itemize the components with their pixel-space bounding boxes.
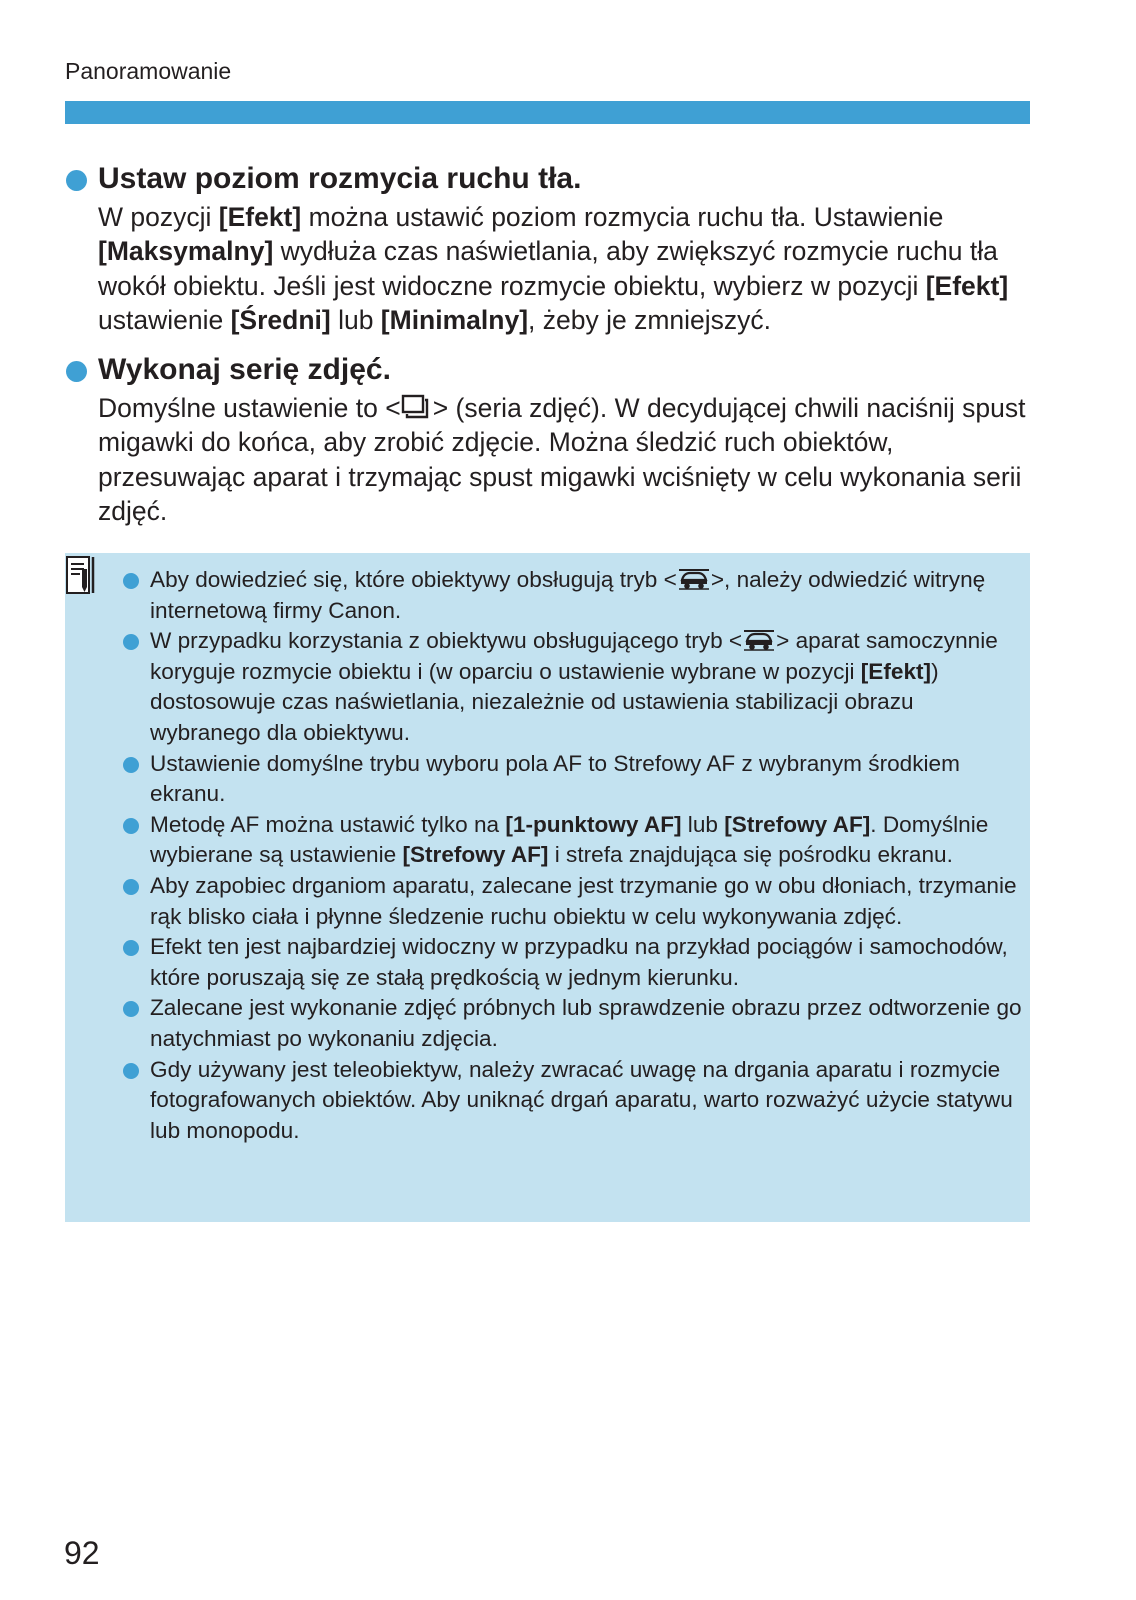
list-item: Metodę AF można ustawić tylko na [1-punktowy AF] lub [Strefowy AF]. Domyślnie wybierane są ustawienie [Strefowy AF] i strefa znajdująca się pośrodku ekranu. bbox=[123, 810, 1023, 871]
section-body bbox=[65, 391, 1045, 528]
bullet-icon bbox=[66, 170, 87, 191]
paragraph: Domyślne ustawienie to < > (seria zdjęć). W decydującej chwili naciśnij spust migawki do końca, aby zrobić zdjęcie. Można śledzić ruch obiektów, przesuwając aparat i trzymając spust migawki wciśnięty w celu wykonania serii zdjęć. bbox=[98, 393, 1026, 526]
header-bar bbox=[65, 101, 1030, 124]
panning-mode-icon bbox=[742, 627, 776, 651]
list-item: Aby zapobiec drganiom aparatu, zalecane jest trzymanie go w obu dłoniach, trzymanie rąk blisko ciała i płynne śledzenie ruchu obiektu w celu wykonywania zdjęć. bbox=[123, 871, 1023, 932]
note-pencil-icon bbox=[65, 555, 97, 595]
bullet-icon bbox=[123, 879, 139, 895]
bullet-icon bbox=[123, 818, 139, 834]
list-item: Zalecane jest wykonanie zdjęć próbnych lub sprawdzenie obrazu przez odtworzenie go natychmiast po wykonaniu zdjęcia. bbox=[123, 993, 1023, 1054]
panning-mode-icon bbox=[677, 566, 711, 590]
running-header: Panoramowanie bbox=[65, 58, 232, 84]
page-number: 92 bbox=[64, 1535, 100, 1571]
continuous-shooting-icon bbox=[401, 394, 433, 420]
bullet-icon bbox=[123, 573, 139, 589]
bullet-icon bbox=[66, 361, 87, 382]
list-item: Efekt ten jest najbardziej widoczny w przypadku na przykład pociągów i samochodów, które poruszają się ze stałą prędkością w jednym kierunku. bbox=[123, 932, 1023, 993]
section-title: Ustaw poziom rozmycia ruchu tła. bbox=[65, 161, 1045, 197]
bullet-icon bbox=[123, 1001, 139, 1017]
section-title: Wykonaj serię zdjęć. bbox=[65, 352, 1045, 388]
bullet-icon bbox=[123, 940, 139, 956]
list-item: Aby dowiedzieć się, które obiektywy obsługują tryb < >, należy odwiedzić witrynę internetową firmy Canon. bbox=[123, 565, 1023, 626]
paragraph: W pozycji [Efekt] można ustawić poziom rozmycia ruchu tła. Ustawienie [Maksymalny] wydłuża czas naświetlania, aby zwiększyć rozmycie ruchu tła wokół obiektu. Jeśli jest widoczne rozmycie obiektu, wybierz w pozycji [Efekt] ustawienie [Średni] lub [Minimalny], żeby je zmniejszyć. bbox=[98, 202, 1009, 335]
section-body bbox=[65, 200, 1045, 337]
section-blur-level bbox=[65, 161, 1045, 337]
list-item: Ustawienie domyślne trybu wyboru pola AF to Strefowy AF z wybranym środkiem ekranu. bbox=[123, 749, 1023, 810]
bullet-icon bbox=[123, 634, 139, 650]
bullet-icon bbox=[123, 757, 139, 773]
list-item: Gdy używany jest teleobiektyw, należy zwracać uwagę na drgania aparatu i rozmycie fotografowanych obiektów. Aby uniknąć drgań aparatu, warto rozważyć użycie statywu lub monopodu. bbox=[123, 1055, 1023, 1147]
bullet-icon bbox=[123, 1063, 139, 1079]
list-item: W przypadku korzystania z obiektywu obsługującego tryb < > aparat samoczynnie koryguje rozmycie obiektu i (w oparciu o ustawienie wybrane w pozycji [Efekt]) dostosowuje czas naświetlania, niezależnie od ustawienia stabilizacji obrazu wybranego dla obiektywu. bbox=[123, 626, 1023, 748]
note-box bbox=[65, 553, 1030, 1222]
section-continuous-shooting bbox=[65, 352, 1045, 528]
note-list bbox=[123, 565, 1023, 1146]
